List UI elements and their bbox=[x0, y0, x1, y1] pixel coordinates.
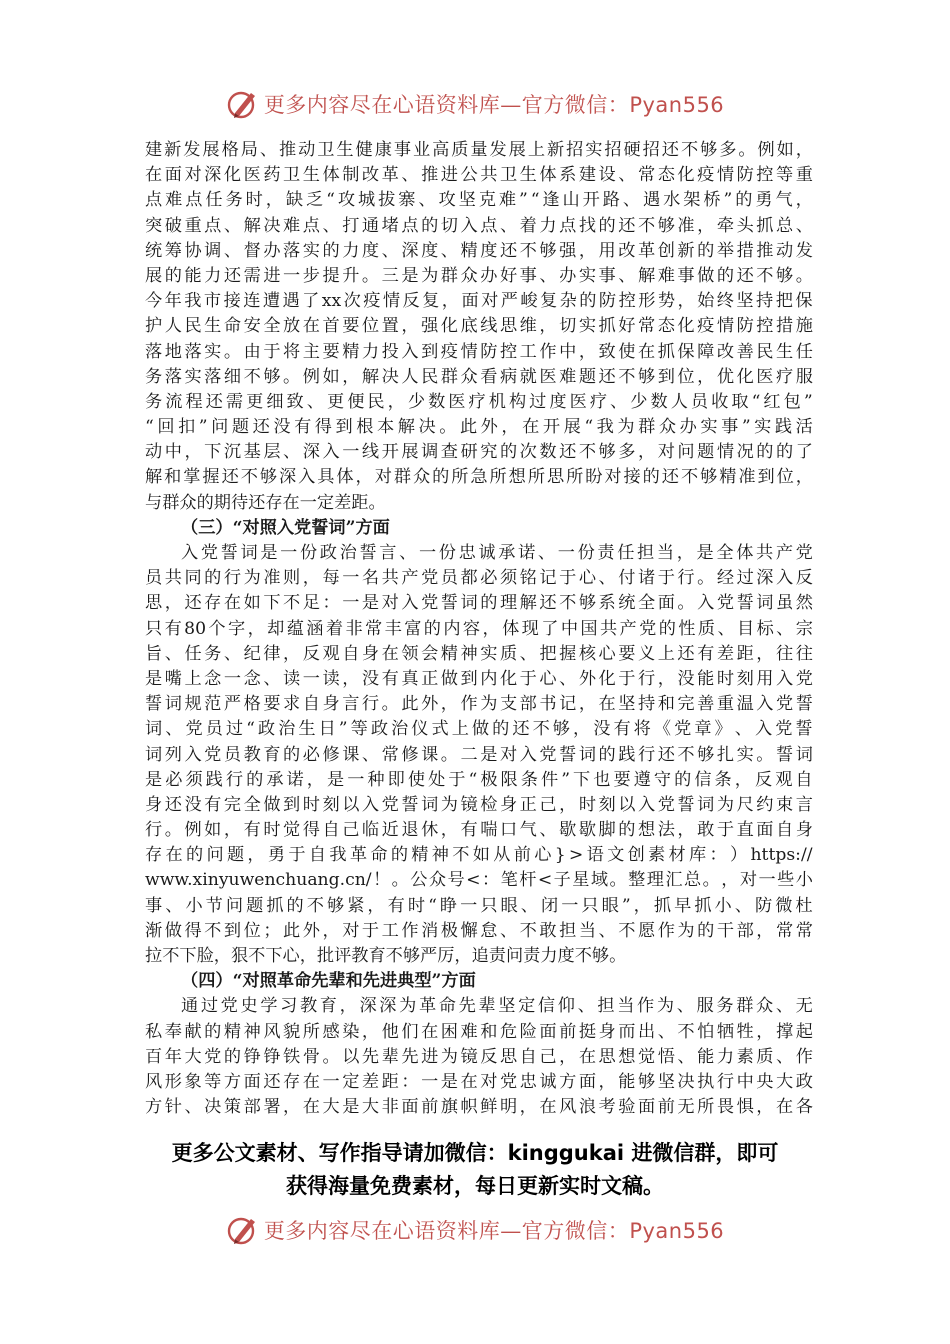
text-line: 渐 做 得 不 到 位 ； 此 外 ， 对 于 工 作 消 极 懈 怠 、 不 敢 担 当 、 不 愿 作 为 的 干 部 ， 常 常 bbox=[145, 920, 813, 941]
text-line: www.xinyuwenchuang.cn/ ！ 。 公 众 号 < ： 笔 杆 < 子 星 域 。 整 理 汇 总 。 ， 对 一 些 小 bbox=[145, 870, 813, 891]
text-line: 通 过 党 史 学 习 教 育 ， 深 深 为 革 命 先 辈 坚 定 信 仰 、 担 当 作 为 、 服 务 群 众 、 无 bbox=[181, 996, 813, 1017]
text-line: 动 中 ， 下 沉 基 层 、 深 入 一 线 开 展 调 查 研 究 的 次 数 还 不 够 多 ， 对 问 题 情 况 的 的 了 bbox=[145, 442, 813, 463]
section-heading: （三）“对照入党誓词”方面 bbox=[181, 517, 390, 538]
text-line: 员 共 同 的 行 为 准 则 ， 每 一 名 共 产 党 员 都 必 须 铭 记 于 心 、 付 诸 于 行 。 经 过 深 入 反 bbox=[145, 568, 813, 589]
text-line: 落 地 落 实 。 由 于 将 主 要 精 力 投 入 到 疫 情 防 控 工 作 中 ， 致 使 在 抓 保 障 改 善 民 生 任 bbox=[145, 341, 813, 362]
text-line: 是 必 须 践 行 的 承 诺 ， 是 一 种 即 使 处 于 “ 极 限 条 件 ” 下 也 要 遵 守 的 信 条 ， 反 观 自 bbox=[145, 769, 813, 790]
text-line: 点 难 点 任 务 时 ， 缺 乏 “ 攻 城 拔 寨 、 攻 坚 克 难 ” “ 逢 山 开 路 、 遇 水 架 桥 ” 的 勇 气 ， bbox=[145, 190, 813, 211]
text-line: 拉不下脸，狠不下心，批评教育不够严厉，追责问责力度不够。 bbox=[145, 946, 627, 966]
text-line: 护 人 民 生 命 安 全 放 在 首 要 位 置 ， 强 化 底 线 思 维 ， 切 实 抓 好 常 态 化 疫 情 防 控 措 施 bbox=[145, 316, 813, 337]
text-line: 与群众的期待还存在一定差距。 bbox=[145, 492, 386, 513]
text-line: 务 落 实 落 细 不 够 。 例 如 ， 解 决 人 民 群 众 看 病 就 医 难 题 还 不 够 到 位 ， 优 化 医 疗 服 bbox=[145, 366, 813, 387]
text-line: 今 年 我 市 接 连 遭 遇 了 xx 次 疫 情 反 复 ， 面 对 严 峻 复 杂 的 防 控 形 势 ， 始 终 坚 持 把 保 bbox=[145, 291, 813, 312]
text-line: 身 还 没 有 完 全 做 到 时 刻 以 入 党 誓 词 为 镜 检 身 正 己 ， 时 刻 以 入 党 誓 词 为 尺 约 束 言 bbox=[145, 794, 813, 815]
text-line: 在 面 对 深 化 医 药 卫 生 体 制 改 革 、 推 进 公 共 卫 生 体 系 建 设 、 常 态 化 疫 情 防 控 等 重 bbox=[145, 165, 813, 186]
text-line: 旨 、 任 务 、 纪 律 ， 反 观 自 身 在 领 会 精 神 实 质 、 把 握 核 心 要 义 上 还 有 差 距 ， 往 往 bbox=[145, 643, 813, 664]
footer-banner-text: 更多内容尽在心语资料库—官方微信：Pyan556 bbox=[263, 1219, 725, 1243]
text-line: 突 破 重 点 、 解 决 难 点 、 打 通 堵 点 的 切 入 点 、 着 力 点 找 的 还 不 够 准 ， 牵 头 抓 总 、 bbox=[145, 215, 813, 236]
text-line: 只 有 80 个 字 ， 却 蕴 涵 着 非 常 丰 富 的 内 容 ， 体 现 了 中 国 共 产 党 的 性 质 、 目 标 、 宗 bbox=[145, 618, 813, 639]
text-line: 私 奉 献 的 精 神 风 貌 所 感 染 ， 他 们 在 困 难 和 危 险 面 前 挺 身 而 出 、 不 怕 牺 牲 ， 撑 起 bbox=[145, 1021, 813, 1042]
text-line: 统 筹 协 调 、 督 办 落 实 的 力 度 、 深 度 、 精 度 还 不 够 强 ， 用 改 革 创 新 的 举 措 推 动 发 bbox=[145, 240, 813, 261]
text-line: 誓 词 规 范 严 格 要 求 自 身 言 行 。 此 外 ， 作 为 支 部 书 记 ， 在 坚 持 和 完 善 重 温 入 党 誓 bbox=[145, 694, 813, 715]
pen-logo-icon bbox=[226, 1213, 260, 1247]
text-line: 百 年 大 党 的 铮 铮 铁 骨 。 以 先 辈 先 进 为 镜 反 思 自 己 ， 在 思 想 觉 悟 、 能 力 素 质 、 作 bbox=[145, 1046, 813, 1067]
text-line: 入 党 誓 词 是 一 份 政 治 誓 言 、 一 份 忠 诚 承 诺 、 一 份 责 任 担 当 ， 是 全 体 共 产 党 bbox=[181, 543, 813, 563]
text-line: 风 形 象 等 方 面 还 存 在 一 定 差 距 ： 一 是 在 对 党 忠 诚 方 面 ， 能 够 坚 决 执 行 中 央 大 政 bbox=[145, 1071, 813, 1092]
footer-banner bbox=[0, 1210, 950, 1250]
text-line: 事 、 小 节 问 题 抓 的 不 够 紧 ， 有 时 “ 睁 一 只 眼 、 闭 一 只 眼 ” ， 抓 早 抓 小 、 防 微 杜 bbox=[145, 895, 813, 916]
text-line: 行 。 例 如 ， 有 时 觉 得 自 己 临 近 退 休 ， 有 喘 口 气 、 歇 歇 脚 的 想 法 ， 敢 于 直 面 自 身 bbox=[145, 820, 813, 841]
pen-logo-icon bbox=[226, 87, 260, 121]
text-line: 建 新 发 展 格 局 、 推 动 卫 生 健 康 事 业 高 质 量 发 展 上 新 招 实 招 硬 招 还 不 够 多 。 例 如 ， bbox=[145, 140, 813, 160]
text-line: 解 和 掌 握 还 不 够 深 入 具 体 ， 对 群 众 的 所 急 所 想 所 思 所 盼 对 接 的 还 不 够 精 准 到 位 ， bbox=[145, 467, 813, 488]
promo-line-2: 获得海量免费素材，每日更新实时文稿。 bbox=[286, 1174, 664, 1198]
document-body bbox=[145, 138, 813, 1120]
promo-line-1: 更多公文素材、写作指导请加微信：kinggukai 进微信群，即可 bbox=[171, 1141, 779, 1165]
text-line: 展 的 能 力 还 需 进 一 步 提 升 。 三 是 为 群 众 办 好 事 、 办 实 事 、 解 难 事 做 的 还 不 够 。 bbox=[145, 265, 813, 286]
text-line: 词 、 党 员 过 “ 政 治 生 日 ” 等 政 治 仪 式 上 做 的 还 不 够 ， 没 有 将 《 党 章 》 、 入 党 誓 bbox=[145, 719, 813, 740]
text-line: 词 列 入 党 员 教 育 的 必 修 课 、 常 修 课 。 二 是 对 入 党 誓 词 的 践 行 还 不 够 扎 实 。 誓 词 bbox=[145, 744, 813, 765]
text-line: 思 ， 还 存 在 如 下 不 足 ： 一 是 对 入 党 誓 词 的 理 解 还 不 够 系 统 全 面 。 入 党 誓 词 虽 然 bbox=[145, 593, 813, 614]
header-banner-text: 更多内容尽在心语资料库—官方微信：Pyan556 bbox=[263, 93, 725, 117]
text-line: 是 嘴 上 念 一 念 、 读 一 读 ， 没 有 真 正 做 到 内 化 于 心 、 外 化 于 行 ， 没 能 时 刻 用 入 党 bbox=[145, 668, 813, 689]
header-banner bbox=[0, 84, 950, 124]
text-line: 务 流 程 还 需 更 细 致 、 更 便 民 ， 少 数 医 疗 机 构 过 度 医 疗 、 少 数 人 员 收 取 “ 红 包 ” bbox=[145, 391, 813, 412]
text-line: “ 回 扣 ” 问 题 还 没 有 得 到 根 本 解 决 。 此 外 ， 在 开 展 “ 我 为 群 众 办 实 事 ” 实 践 活 bbox=[145, 417, 813, 438]
text-line: 方 针 、 决 策 部 署 ， 在 大 是 大 非 面 前 旗 帜 鲜 明 ， 在 风 浪 考 验 面 前 无 所 畏 惧 ， 在 各 bbox=[145, 1097, 813, 1118]
section-heading: （四）“对照革命先辈和先进典型”方面 bbox=[181, 971, 476, 992]
text-line: 存 在 的 问 题 ， 勇 于 自 我 革 命 的 精 神 不 如 从 前 心 } > 语 文 创 素 材 库 ： ） https:// bbox=[145, 845, 813, 866]
